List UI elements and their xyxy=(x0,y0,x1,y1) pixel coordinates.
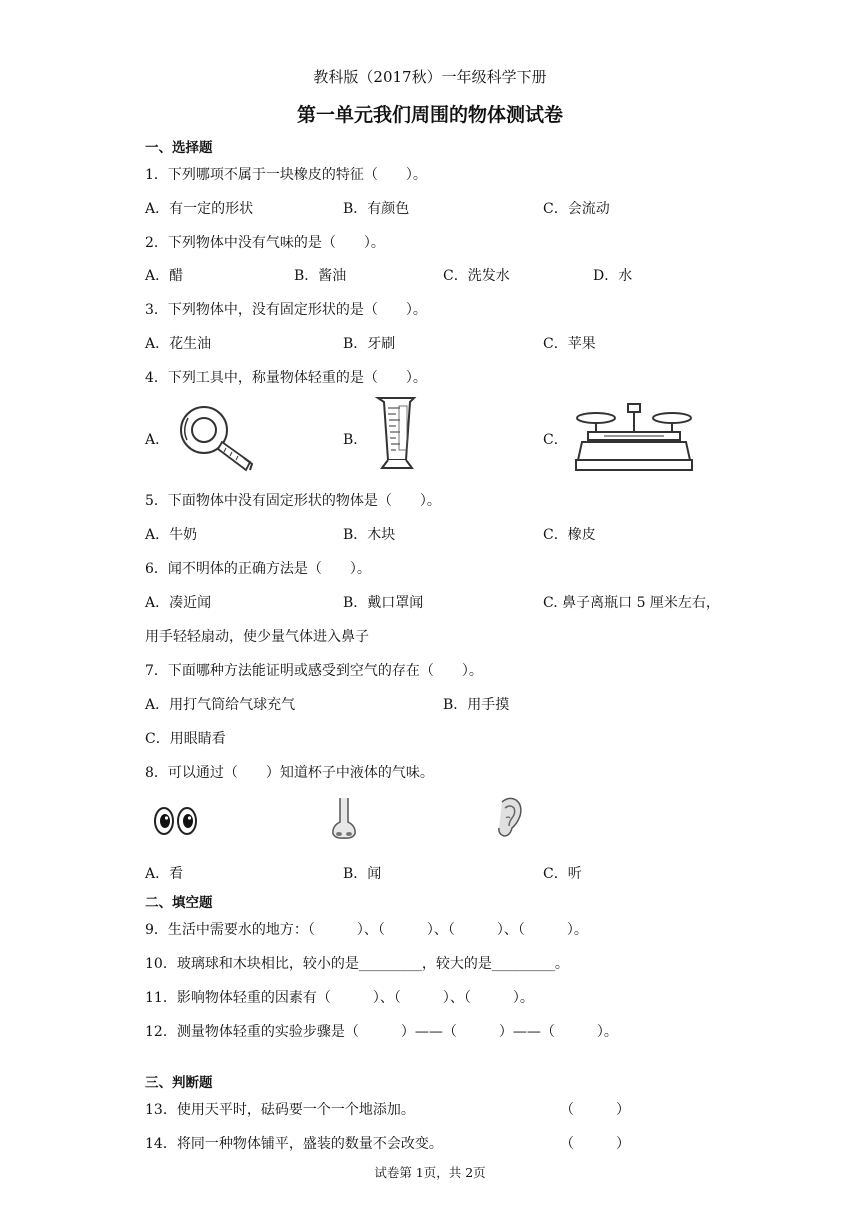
question-6-option-a: A．凑近闻 xyxy=(145,595,212,611)
question-12: 12．测量物体轻重的实验步骤是（ ）——（ ）——（ ）。 xyxy=(145,1024,618,1040)
question-2-option-c: C．洗发水 xyxy=(443,268,510,284)
question-3-option-a: A．花生油 xyxy=(145,336,212,352)
question-5-option-c: C．橡皮 xyxy=(543,527,596,543)
question-3-option-c: C．苹果 xyxy=(543,336,596,352)
question-7-option-c: C．用眼睛看 xyxy=(145,731,226,747)
ear-icon xyxy=(494,796,524,840)
question-1-option-c: C．会流动 xyxy=(543,201,610,217)
question-14-stem: 14．将同一种物体铺平，盛装的数量不会改变。 xyxy=(145,1136,443,1152)
question-2-option-a: A．醋 xyxy=(145,268,184,284)
question-6-option-b: B．戴口罩闻 xyxy=(343,595,424,611)
question-4-option-a: A． xyxy=(145,432,170,448)
question-4-option-c: C． xyxy=(543,432,568,448)
question-1-option-b: B．有颜色 xyxy=(343,201,410,217)
question-11: 11．影响物体轻重的因素有（ ）、（ ）、（ ）。 xyxy=(145,990,534,1006)
question-4-stem: 4．下列工具中，称量物体轻重的是（ ）。 xyxy=(145,370,427,386)
question-5-option-b: B．木块 xyxy=(343,527,396,543)
measuring-cylinder-icon xyxy=(374,394,420,476)
question-10: 10．玻璃球和木块相比，较小的是_________，较大的是_________。 xyxy=(145,956,569,972)
question-8-option-c: C．听 xyxy=(543,866,582,882)
question-14-answer-blank: （ ） xyxy=(560,1136,630,1152)
question-6-option-c: C. 鼻子离瓶口 5 厘米左右， xyxy=(543,595,720,611)
question-13-stem: 13．使用天平时，砝码要一个一个地添加。 xyxy=(145,1102,415,1118)
exam-header: 教科版（2017秋）一年级科学下册 xyxy=(313,68,547,86)
question-1-stem: 1．下列哪项不属于一块橡皮的特征（ ）。 xyxy=(145,167,427,183)
section-heading-judge: 三、判断题 xyxy=(145,1075,213,1091)
page-footer: 试卷第 1页，共 2页 xyxy=(374,1165,486,1180)
nose-icon xyxy=(328,796,360,842)
question-7-option-b: B．用手摸 xyxy=(443,697,510,713)
page-title: 第一单元我们周围的物体测试卷 xyxy=(296,104,563,126)
question-3-option-b: B．牙刷 xyxy=(343,336,396,352)
question-4-option-b: B． xyxy=(343,432,368,448)
question-8-stem: 8．可以通过（ ）知道杯子中液体的气味。 xyxy=(145,765,434,781)
question-2-option-d: D．水 xyxy=(593,268,633,284)
question-2-stem: 2．下列物体中没有气味的是（ ）。 xyxy=(145,235,385,251)
question-1-option-a: A．有一定的形状 xyxy=(145,201,254,217)
question-6-stem: 6．闻不明体的正确方法是（ ）。 xyxy=(145,561,371,577)
question-6-option-c-continued: 用手轻轻扇动，使少量气体进入鼻子 xyxy=(145,629,369,645)
question-7-stem: 7．下面哪种方法能证明或感受到空气的存在（ ）。 xyxy=(145,663,483,679)
section-heading-choice: 一、选择题 xyxy=(145,140,213,156)
tape-measure-icon xyxy=(178,400,256,474)
section-heading-fill: 二、填空题 xyxy=(145,895,213,911)
eyes-icon xyxy=(153,805,199,837)
question-13-answer-blank: （ ） xyxy=(560,1102,630,1118)
question-2-option-b: B．酱油 xyxy=(294,268,347,284)
question-7-option-a: A．用打气筒给气球充气 xyxy=(145,697,296,713)
question-9: 9．生活中需要水的地方：（ ）、（ ）、（ ）、（ ）。 xyxy=(145,922,588,938)
question-3-stem: 3．下列物体中，没有固定形状的是（ ）。 xyxy=(145,302,427,318)
balance-scale-icon xyxy=(574,400,694,474)
question-5-option-a: A．牛奶 xyxy=(145,527,198,543)
question-5-stem: 5．下面物体中没有固定形状的物体是（ ）。 xyxy=(145,493,441,509)
question-8-option-a: A．看 xyxy=(145,866,184,882)
question-8-option-b: B．闻 xyxy=(343,866,382,882)
